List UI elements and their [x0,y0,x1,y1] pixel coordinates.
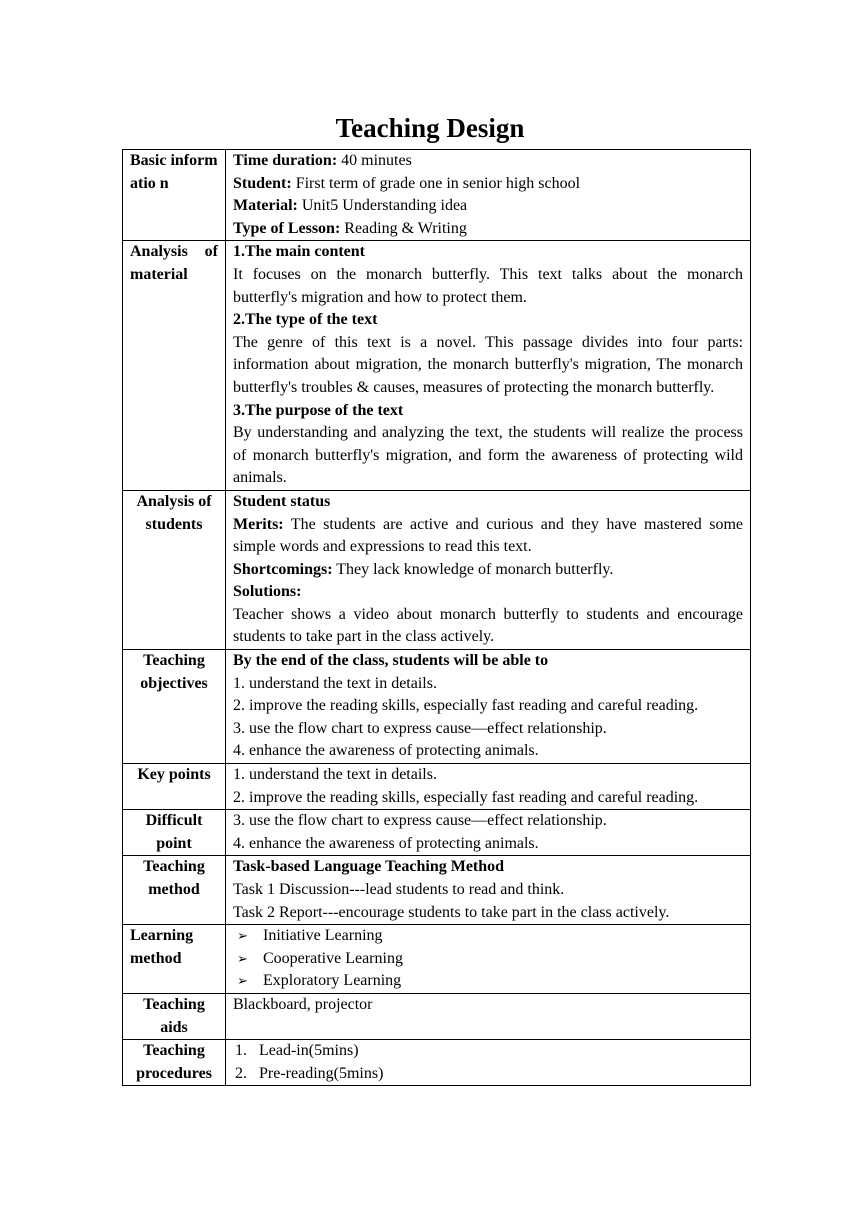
row-difficult-point [123,810,751,856]
shortcomings-label: Shortcomings: [233,560,333,578]
procedure-number: 1. [235,1042,247,1060]
content-analysis-students [226,490,751,649]
teaching-design-table [122,149,751,1086]
shortcomings [233,559,743,582]
learning-method-text: Initiative Learning [263,927,383,945]
objective-item: 1. understand the text in details. [233,674,437,692]
row-analysis-material [123,241,751,491]
row-teaching-objectives [123,650,751,764]
time-duration [233,150,743,173]
difficult-point-item: 3. use the flow chart to express cause—effect relationship. [233,812,607,830]
material-info [233,195,743,218]
time-duration-value: 40 minutes [337,152,412,169]
label-teaching-aids: Teaching aids [123,993,226,1039]
material-heading-3: 3.The purpose of the text [233,401,404,419]
label-teaching-method: Teaching method [123,856,226,925]
content-analysis-material [226,241,751,491]
merits-label: Merits: [233,515,284,533]
arrow-bullet-icon: ➢ [237,950,248,966]
procedure-text: Lead-in(5mins) [259,1042,359,1060]
objectives-intro: By the end of the class, students will be able to [233,652,549,670]
arrow-bullet-icon: ➢ [237,928,248,944]
merits-value: The students are active and curious and they have mastered some simple words and expressions to read this text. [233,515,743,556]
label-analysis-students: Analysis of students [123,490,226,649]
procedure-text: Pre-reading(5mins) [259,1064,384,1082]
lesson-type [233,218,743,241]
solutions-value: Teacher shows a video about monarch butterfly to students and encourage students to take part in the class actively. [233,605,743,646]
learning-method-item [233,970,743,993]
material-paragraph-1: It focuses on the monarch butterfly. This text talks about the monarch butterfly's migration and how to protect them. [233,265,743,306]
content-teaching-method [226,856,751,925]
difficult-point-item: 4. enhance the awareness of protecting animals. [233,834,539,852]
learning-method-text: Exploratory Learning [263,972,402,990]
content-key-points [226,764,751,810]
objective-item: 3. use the flow chart to express cause—effect relationship. [233,719,607,737]
solutions-label: Solutions: [233,583,302,601]
material-value: Unit5 Understanding idea [297,197,468,215]
student-label: Student: [233,174,292,192]
merits [233,514,743,559]
label-teaching-objectives: Teaching objectives [123,650,226,764]
row-analysis-students [123,490,751,649]
lesson-type-value: Reading & Writing [340,219,467,237]
label-basic-information: Basic informatio n [123,150,226,241]
learning-method-item [233,948,743,971]
student-value: First term of grade one in senior high school [291,174,581,192]
student-status-heading: Student status [233,492,331,510]
content-basic-information [226,150,751,241]
label-learning-method: Learning method [123,925,226,994]
material-label: Material: [233,197,298,215]
label-difficult-point: Difficult point [123,810,226,856]
objective-item: 4. enhance the awareness of protecting animals. [233,742,539,760]
label-teaching-procedures: Teaching procedures [123,1040,226,1086]
row-teaching-method [123,856,751,925]
lesson-type-label: Type of Lesson: [233,219,341,237]
method-heading: Task-based Language Teaching Method [233,858,505,876]
content-difficult-point [226,810,751,856]
content-teaching-aids: Blackboard, projector [226,993,751,1039]
label-analysis-material: Analysis of material [123,241,226,491]
student-info [233,173,743,196]
content-teaching-procedures [226,1040,751,1086]
method-task: Task 1 Discussion---lead students to read and think. [233,881,565,898]
procedure-number: 2. [235,1064,247,1082]
content-teaching-objectives [226,650,751,764]
key-point-item: 1. understand the text in details. [233,766,437,784]
material-paragraph-2: The genre of this text is a novel. This passage divides into four parts: information about migration, the monarch butterfly's migration, The monarch butterfly's troubles & causes, measures of protecting the monarch butterfly. [233,333,743,396]
row-teaching-procedures [123,1040,751,1086]
shortcomings-value: They lack knowledge of monarch butterfly. [332,560,614,578]
row-teaching-aids [123,993,751,1039]
material-paragraph-3: By understanding and analyzing the text, the students will realize the process of monarch butterfly's migration, and form the awareness of protecting wild animals. [233,424,743,487]
procedure-item [233,1040,743,1063]
row-key-points [123,764,751,810]
learning-method-text: Cooperative Learning [263,949,403,967]
material-heading-1: 1.The main content [233,243,365,261]
arrow-bullet-icon: ➢ [237,973,248,989]
time-duration-label: Time duration: [233,152,338,169]
page-title: Teaching Design [335,113,525,143]
objective-item: 2. improve the reading skills, especially fast reading and careful reading. [233,697,699,715]
key-point-item: 2. improve the reading skills, especially fast reading and careful reading. [233,788,699,806]
row-basic-information [123,150,751,241]
content-learning-method [226,925,751,994]
method-task: Task 2 Report---encourage students to take part in the class actively. [233,903,670,921]
procedure-item [233,1063,743,1086]
label-key-points: Key points [123,764,226,810]
row-learning-method [123,925,751,994]
material-heading-2: 2.The type of the text [233,311,378,329]
learning-method-item [233,925,743,948]
